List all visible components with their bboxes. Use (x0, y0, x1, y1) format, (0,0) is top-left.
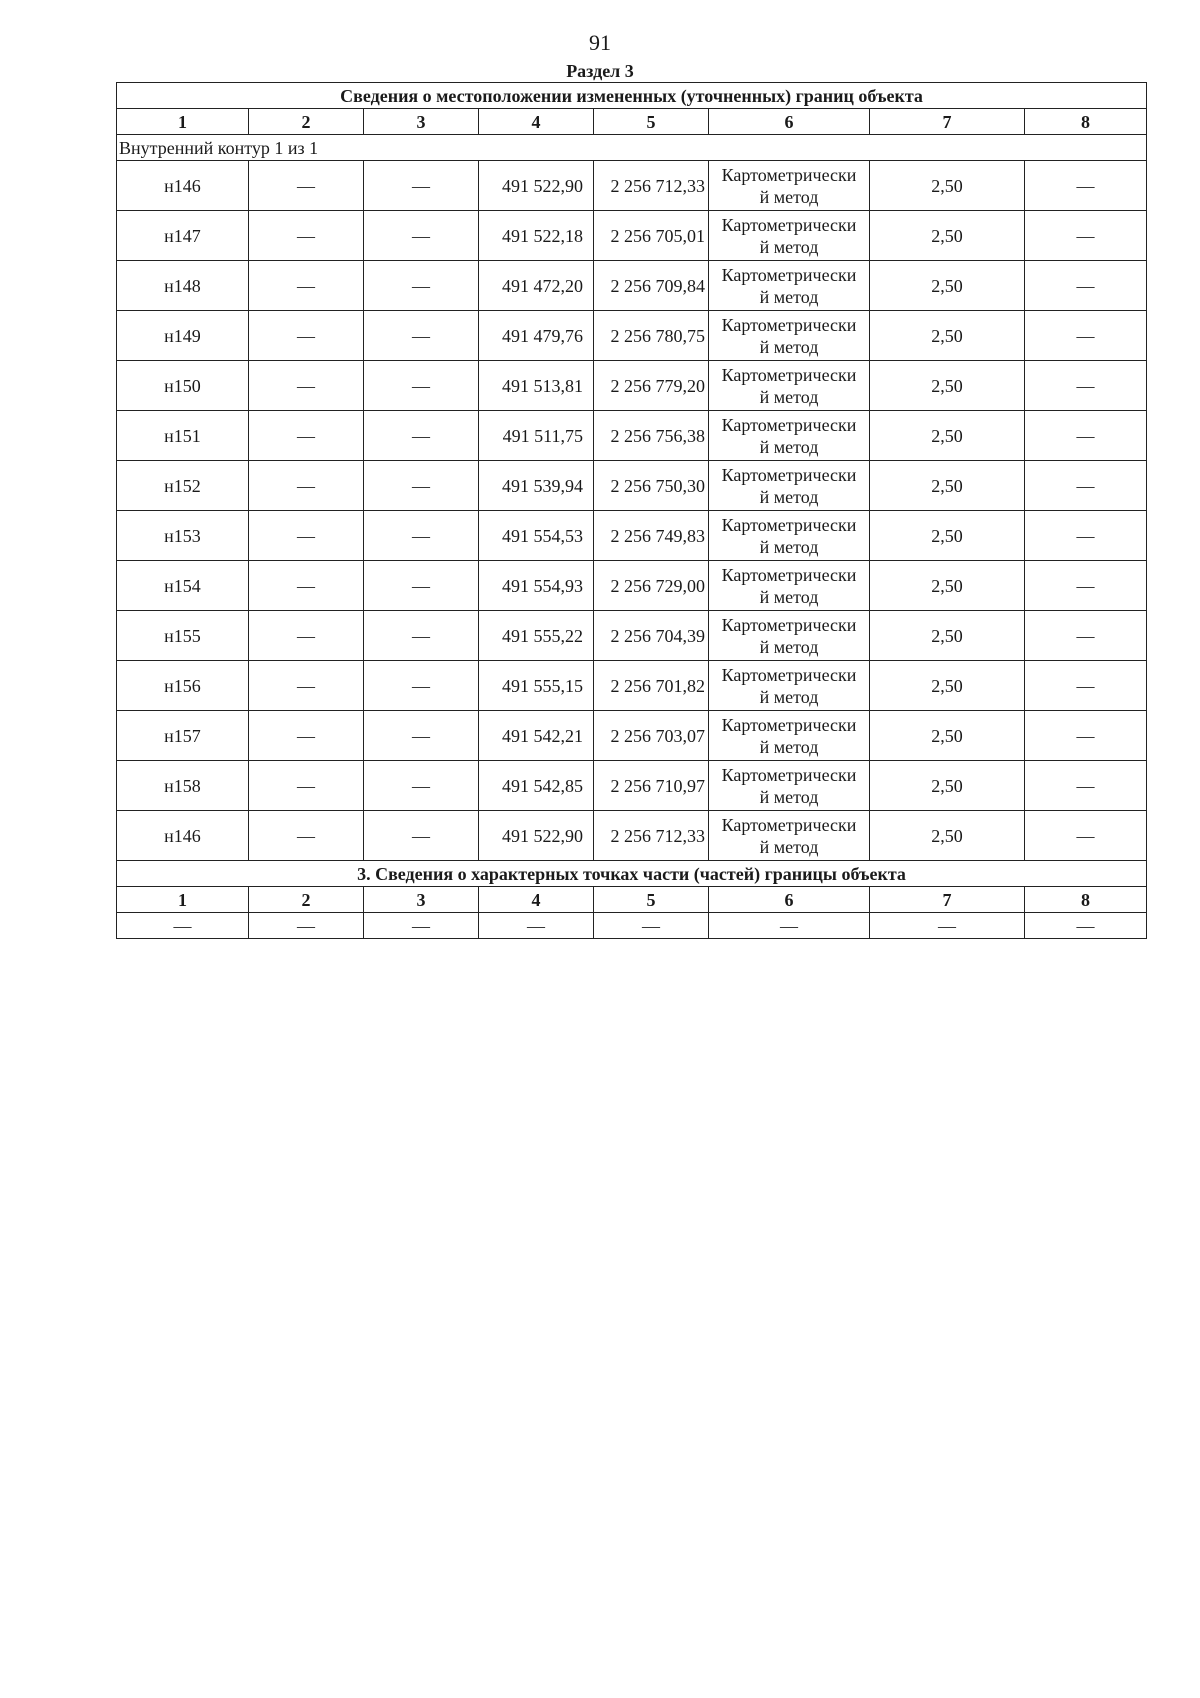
empty-cell: — (249, 411, 364, 461)
table-row (117, 611, 1147, 661)
method-line: й метод (759, 536, 819, 557)
empty-cell: — (364, 261, 479, 311)
method-cell (709, 261, 870, 311)
method-cell (709, 511, 870, 561)
point-name: н146 (117, 811, 249, 861)
point-name: н156 (117, 661, 249, 711)
accuracy-value: 2,50 (870, 211, 1025, 261)
method-line: Картометрически (721, 764, 857, 785)
coordinate-y: 2 256 709,84 (594, 261, 709, 311)
method-cell (709, 411, 870, 461)
column-number: 6 (709, 109, 870, 135)
method-cell (709, 711, 870, 761)
coordinate-x: 491 555,22 (479, 611, 594, 661)
method-line: Картометрически (721, 264, 857, 285)
empty-cell: — (249, 561, 364, 611)
method-line: й метод (759, 286, 819, 307)
method-line: Картометрически (721, 564, 857, 585)
method-line: й метод (759, 186, 819, 207)
empty-cell: — (364, 761, 479, 811)
empty-cell: — (1025, 913, 1147, 939)
method-line: й метод (759, 736, 819, 757)
method-line: й метод (759, 386, 819, 407)
section-title: Раздел 3 (566, 61, 634, 81)
coordinate-x: 491 522,18 (479, 211, 594, 261)
empty-cell: — (1025, 611, 1147, 661)
empty-cell: — (364, 611, 479, 661)
coordinate-y: 2 256 703,07 (594, 711, 709, 761)
column-number: 7 (870, 887, 1025, 913)
column-number: 2 (249, 887, 364, 913)
empty-cell: — (249, 761, 364, 811)
empty-cell: — (249, 661, 364, 711)
accuracy-value: 2,50 (870, 561, 1025, 611)
table-caption: Сведения о местоположении измененных (уточненных) границ объекта (117, 83, 1147, 109)
boundary-table (116, 82, 1147, 939)
method-line: й метод (759, 836, 819, 857)
empty-cell: — (594, 913, 709, 939)
column-number: 5 (594, 887, 709, 913)
coordinate-y: 2 256 779,20 (594, 361, 709, 411)
method-line: й метод (759, 236, 819, 257)
coordinate-x: 491 539,94 (479, 461, 594, 511)
empty-cell: — (364, 511, 479, 561)
table-row (117, 511, 1147, 561)
point-name: н157 (117, 711, 249, 761)
coordinate-x: 491 513,81 (479, 361, 594, 411)
column-number: 1 (117, 109, 249, 135)
method-line: Картометрически (721, 814, 857, 835)
column-number: 4 (479, 109, 594, 135)
point-name: н146 (117, 161, 249, 211)
method-cell (709, 461, 870, 511)
empty-cell: — (249, 461, 364, 511)
table-row (117, 161, 1147, 211)
empty-cell: — (1025, 461, 1147, 511)
method-cell (709, 211, 870, 261)
accuracy-value: 2,50 (870, 361, 1025, 411)
coordinate-x: 491 555,15 (479, 661, 594, 711)
column-number: 3 (364, 887, 479, 913)
accuracy-value: 2,50 (870, 611, 1025, 661)
table-row (117, 361, 1147, 411)
empty-cell: — (709, 913, 870, 939)
column-number: 2 (249, 109, 364, 135)
coordinate-y: 2 256 705,01 (594, 211, 709, 261)
empty-cell: — (1025, 211, 1147, 261)
empty-cell: — (249, 161, 364, 211)
empty-cell: — (364, 361, 479, 411)
empty-cell: — (1025, 811, 1147, 861)
method-cell (709, 611, 870, 661)
point-name: н154 (117, 561, 249, 611)
method-line: Картометрически (721, 614, 857, 635)
coordinate-x: 491 472,20 (479, 261, 594, 311)
point-name: н149 (117, 311, 249, 361)
coordinate-x: 491 511,75 (479, 411, 594, 461)
method-line: й метод (759, 486, 819, 507)
coordinate-x: 491 542,85 (479, 761, 594, 811)
point-name: н155 (117, 611, 249, 661)
parts-empty-row (117, 913, 1147, 939)
coordinate-y: 2 256 704,39 (594, 611, 709, 661)
method-line: Картометрически (721, 464, 857, 485)
method-line: Картометрически (721, 314, 857, 335)
table-row (117, 261, 1147, 311)
method-cell (709, 811, 870, 861)
coordinate-x: 491 554,93 (479, 561, 594, 611)
empty-cell: — (249, 511, 364, 561)
point-name: н150 (117, 361, 249, 411)
empty-cell: — (1025, 361, 1147, 411)
coordinate-y: 2 256 729,00 (594, 561, 709, 611)
method-line: Картометрически (721, 164, 857, 185)
empty-cell: — (364, 913, 479, 939)
table-row (117, 711, 1147, 761)
column-number: 8 (1025, 887, 1147, 913)
point-name: н153 (117, 511, 249, 561)
empty-cell: — (364, 411, 479, 461)
column-number: 5 (594, 109, 709, 135)
parts-caption: 3. Сведения о характерных точках части (частей) границы объекта (117, 861, 1147, 887)
column-number: 4 (479, 887, 594, 913)
table-row (117, 811, 1147, 861)
page-number: 91 (589, 30, 611, 55)
method-cell (709, 561, 870, 611)
empty-cell: — (1025, 161, 1147, 211)
empty-cell: — (1025, 261, 1147, 311)
column-number: 3 (364, 109, 479, 135)
empty-cell: — (249, 361, 364, 411)
accuracy-value: 2,50 (870, 411, 1025, 461)
empty-cell: — (364, 461, 479, 511)
table-row (117, 561, 1147, 611)
empty-cell: — (249, 211, 364, 261)
table-row (117, 461, 1147, 511)
column-number: 7 (870, 109, 1025, 135)
method-line: Картометрически (721, 414, 857, 435)
accuracy-value: 2,50 (870, 661, 1025, 711)
method-cell (709, 361, 870, 411)
point-name: н158 (117, 761, 249, 811)
point-name: н147 (117, 211, 249, 261)
method-cell (709, 661, 870, 711)
accuracy-value: 2,50 (870, 511, 1025, 561)
coordinate-y: 2 256 710,97 (594, 761, 709, 811)
method-cell (709, 761, 870, 811)
empty-cell: — (1025, 411, 1147, 461)
column-number: 8 (1025, 109, 1147, 135)
empty-cell: — (249, 311, 364, 361)
method-line: Картометрически (721, 514, 857, 535)
boundary-table-body (117, 83, 1147, 939)
method-cell (709, 161, 870, 211)
column-number: 1 (117, 887, 249, 913)
point-name: н148 (117, 261, 249, 311)
empty-cell: — (364, 561, 479, 611)
coordinate-y: 2 256 712,33 (594, 161, 709, 211)
method-line: й метод (759, 436, 819, 457)
empty-cell: — (1025, 311, 1147, 361)
empty-cell: — (364, 161, 479, 211)
accuracy-value: 2,50 (870, 161, 1025, 211)
accuracy-value: 2,50 (870, 311, 1025, 361)
empty-cell: — (1025, 561, 1147, 611)
accuracy-value: 2,50 (870, 761, 1025, 811)
coordinate-x: 491 479,76 (479, 311, 594, 361)
method-line: Картометрически (721, 664, 857, 685)
method-line: й метод (759, 336, 819, 357)
coordinate-y: 2 256 712,33 (594, 811, 709, 861)
empty-cell: — (364, 811, 479, 861)
empty-cell: — (1025, 511, 1147, 561)
empty-cell: — (249, 711, 364, 761)
table-row (117, 761, 1147, 811)
column-numbers-row (117, 109, 1147, 135)
point-name: н151 (117, 411, 249, 461)
coordinate-x: 491 542,21 (479, 711, 594, 761)
point-name: н152 (117, 461, 249, 511)
coordinate-y: 2 256 756,38 (594, 411, 709, 461)
coordinate-y: 2 256 701,82 (594, 661, 709, 711)
accuracy-value: 2,50 (870, 711, 1025, 761)
empty-cell: — (1025, 661, 1147, 711)
method-cell (709, 311, 870, 361)
table-row (117, 211, 1147, 261)
empty-cell: — (479, 913, 594, 939)
method-line: Картометрически (721, 364, 857, 385)
empty-cell: — (249, 811, 364, 861)
coordinate-x: 491 522,90 (479, 811, 594, 861)
empty-cell: — (1025, 761, 1147, 811)
method-line: й метод (759, 786, 819, 807)
method-line: й метод (759, 636, 819, 657)
accuracy-value: 2,50 (870, 461, 1025, 511)
empty-cell: — (364, 211, 479, 261)
empty-cell: — (870, 913, 1025, 939)
table-caption-row (117, 83, 1147, 109)
coordinate-x: 491 522,90 (479, 161, 594, 211)
method-line: й метод (759, 586, 819, 607)
contour-label: Внутренний контур 1 из 1 (117, 135, 1147, 161)
parts-caption-row (117, 861, 1147, 887)
empty-cell: — (364, 711, 479, 761)
column-number: 6 (709, 887, 870, 913)
contour-row (117, 135, 1147, 161)
empty-cell: — (364, 311, 479, 361)
empty-cell: — (249, 611, 364, 661)
table-row (117, 311, 1147, 361)
table-row (117, 661, 1147, 711)
coordinate-y: 2 256 749,83 (594, 511, 709, 561)
empty-cell: — (249, 261, 364, 311)
empty-cell: — (117, 913, 249, 939)
method-line: Картометрически (721, 214, 857, 235)
accuracy-value: 2,50 (870, 261, 1025, 311)
empty-cell: — (364, 661, 479, 711)
empty-cell: — (1025, 711, 1147, 761)
coordinate-x: 491 554,53 (479, 511, 594, 561)
coordinate-y: 2 256 780,75 (594, 311, 709, 361)
table-row (117, 411, 1147, 461)
parts-column-numbers-row (117, 887, 1147, 913)
method-line: Картометрически (721, 714, 857, 735)
coordinate-y: 2 256 750,30 (594, 461, 709, 511)
empty-cell: — (249, 913, 364, 939)
method-line: й метод (759, 686, 819, 707)
accuracy-value: 2,50 (870, 811, 1025, 861)
